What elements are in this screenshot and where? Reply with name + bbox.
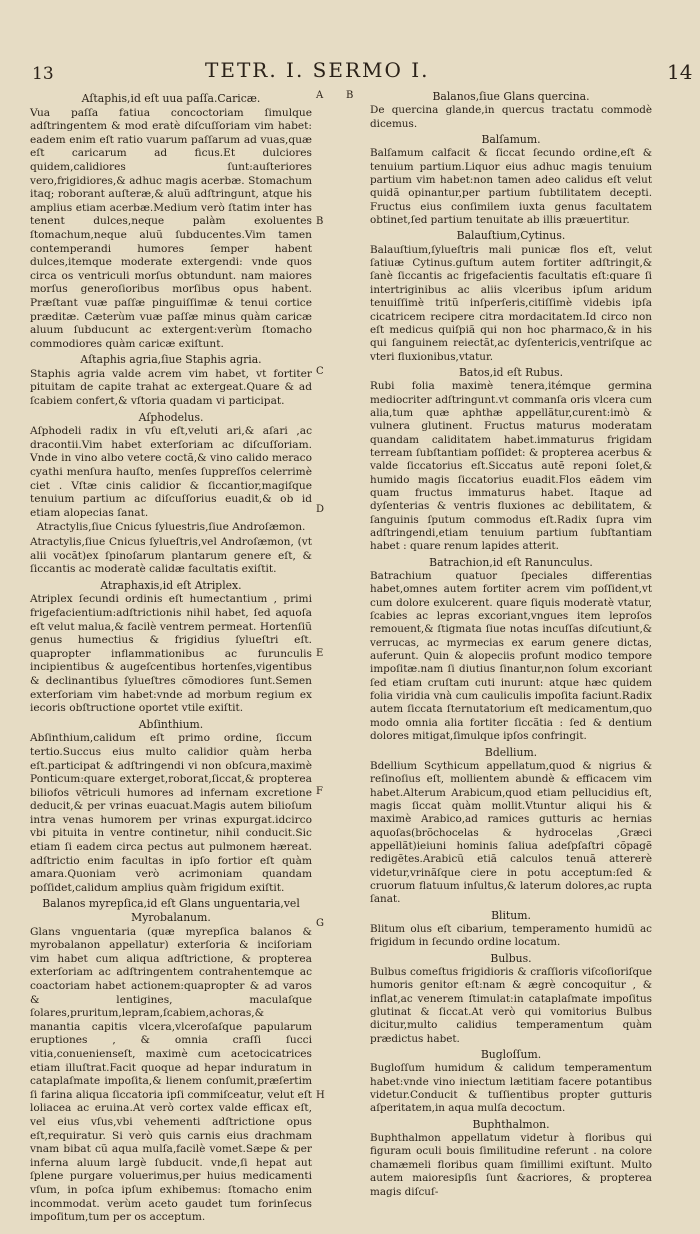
entry-paragraph: Balauſtium,ſylueſtris mali punicæ flos eſt, velut ſatiuæ Cytinus.guſtum autem fortiter adſtringit,& ſanè ſiccantis ac frigefacientis facultatis eſt:quare ſi intertriginibus ac aliis vlceribus ipſum aridum tenuiſſimè tritũ inſperſeris,citiſſimè videbis ipſa cicatricem recipere citra mordacitatem.Id circo non eſt medicus quiſpiã qui non hoc pharmaco,& in his qui ſanguinem reiectãt,ac dyſentericis,ventriſque ac vteri fluxionibus,vtatur. [370, 243, 652, 363]
entry-paragraph: Blitum olus eſt cibarium, temperamento humidũ ac frigidum in ſecundo ordine locatum. [370, 922, 652, 949]
entry-heading: Balanos myrepſica,id eſt Glans unguentaria,vel Myrobalanum. [42, 897, 300, 925]
running-title: TETR. I. SERMO I. [205, 58, 430, 82]
entry-paragraph: Staphis agria valde acrem vim habet, vt fortiter pituitam de capite trahat ac extergeat.Quare & ad ſcabiem confert,& vſtoria quadam vi participat. [30, 367, 312, 408]
entry-paragraph: Buphthalmon appellatum videtur à floribus qui figuram oculi bouis ſimilitudine referunt . na colore chamæmeli floribus quam ſimillimi exiſtunt. Multo autem maioresipſis ſunt &acriores, & propterea magis diſcuſ- [370, 1132, 652, 1198]
entry-paragraph: Rubi folia maximè tenera,itémque germina mediocriter adſtringunt.vt commanſa oris vlcera cum alia,tum quæ aphthæ appellãtur,curent:imò & vulnera glutinent. Fructus maturus moderatam quandam caliditatem habet.immaturus frigidam terream ſubſtantiam poſſidet: & propterea acerbus & valde ſiccatorius eſt.Siccatus autẽ reponi ſolet,& humido magis ſiccatorius euadit.Flos eãdem vim quam fructus immaturus habet. Itaque ad dyſenterias & ventris fluxiones ac debilitatem, & ſanguinis ſputum commodus eſt.Radix ſupra vim adſtringendi,etiam tenuium partium ſubſtantiam habet : quare renum lapides atterit. [370, 380, 652, 553]
entry-paragraph: Vua paſſa fatiua concoctoriam ſimulque adſtringentem & mod eratè diſcuſſoriam vim habet: eadem enim eſt ratio vuarum paſſarum ad vuas,quæ eſt caricarum ad ficus.Et dulciores quidem,calidiores ſunt:auſteriores vero,frigidiores,& adhuc magis acerbæ. Stomachum itaq; roborant auſteræ,& aluũ adſtringunt, atque his amplius etiam acerbæ.Medium verò ſtatim inter has tenent dulces,neque palàm exoluentes ſtomachum,neque aluũ ſubducentes.Vim tamen contemperandi humores ſemper habent dulces,itemque moderate extergendi: vnde quos circa os ventriculi morſus obtundunt. nam maiores morſus generoſioribus morſibus opus habent. Præſtant vuæ paſſæ pinguiſſimæ & tenui cortice præditæ. Cæterùm vuæ paſſæ minus quàm caricæ aluum ſubducunt ac extergent:verùm ſtomacho commodiores quàm caricæ exiſtunt. [30, 106, 312, 350]
entry-heading: Balſamum. [481, 133, 541, 147]
entry-heading: Balanos,ſiue Glans quercina. [432, 90, 590, 103]
entry-paragraph: Atriplex ſecundi ordinis eſt humectantium , primi frigefacientium:adſtrictionis nihil habet, ſed aquoſa eſt velut malua,& facilè ventrem permeat. Hortenſiũ genus humectius & frigidius ſylueſtri eſt. quapropter inflammationibus ac furunculis incipientibus & augeſcentibus hortenſes,vigentibus & declinantibus ſylueſtres cõmodiores ſunt.Semen exterſoriam vim habet:vnde ad morbum regium ex iecoris obſtructione oportet vtile exiſtit. [30, 593, 312, 715]
entry-heading: Balauſtium,Cytinus. [456, 229, 566, 243]
entry-heading: Batrachion,id eſt Ranunculus. [429, 555, 593, 569]
margin-letter-b-top: B [346, 90, 354, 101]
entry-heading: Bulbus. [490, 951, 532, 965]
margin-letter-e: E [316, 648, 324, 659]
margin-letter-a: A [316, 90, 324, 101]
margin-letter-h: H [316, 1090, 325, 1101]
entry-paragraph: Abſinthium,calidum eſt primo ordine, ſiccum tertio.Succus eius multo calidior quàm herba eſt.participat & adſtringendi vi non obſcura,maximè Ponticum:quare exterget,roborat,ſiccat,& propterea biliofos vẽtriculi humores ad infernam excretione deducit,& per vrinas euacuat.Magis autem bilioſum intra venas humorem per vrinas expurgat.idcirco vbi pituita in ventre continetur, nihil conducit.Sic etiam ſi eadem circa pectus aut pulmonem hæreat. adſtrictio enim facultas in ipſo fortior eſt quàm amara.Quoniam verò acrimoniam quandam poſſidet,calidum amplius quàm frigidum exiſtit. [30, 732, 312, 894]
left-column [30, 90, 312, 1226]
entry-paragraph: Atractylis,ſiue Cnicus ſylueſtris,vel Androſæmon, (vt alii vocãt)ex ſpinoſarum plantarum genere eſt, & ſiccantis ac moderatè calidæ facultatis exiſtit. [30, 536, 312, 576]
entry-heading: Atractylis,ſiue Cnicus ſyluestris,ſiue Androſæmon. [36, 521, 306, 534]
entry-paragraph: Balſamum calfacit & ſiccat ſecundo ordine,eſt & tenuium partium.Liquor eius adhuc magis tenuium partium vim habet:non tamen adeo calidus eſt velut quidã opinantur,per partium ſubtilitatem decepti. Fructus eius conſimilem iuxta genus facultatem obtinet,ſed partium tenuitate ab illis præuertitur. [370, 147, 652, 227]
entry-heading: Bdellium. [484, 745, 538, 759]
margin-letter-g: G [316, 918, 324, 929]
entry-heading: Bugloſſum. [480, 1048, 542, 1062]
entry-paragraph: Bugloſſum humidum & calidum temperamentum habet:vnde vino iniectum lætitiam facere potantibus videtur.Conducit & tuſſientibus propter gutturis aſperitatem,in aqua mulſa decoctum. [370, 1062, 652, 1115]
entry-heading: Aſtaphis,id eſt uua paſſa.Caricæ. [81, 92, 261, 105]
page-number-right: 14 [667, 60, 693, 84]
entry-heading: Abſinthium. [138, 717, 204, 731]
entry-heading: Aſtaphis agria,ſiue Staphis agria. [80, 353, 262, 367]
entry-heading: Buphthalmon. [472, 1117, 550, 1131]
entry-heading: Blitum. [491, 908, 531, 922]
margin-letter-f: F [316, 786, 323, 797]
entry-heading: Aſphodelus. [138, 410, 204, 424]
entry-paragraph: Batrachium quatuor ſpeciales differentias habet,omnes autem fortiter acrem vim poſſident,vt cum dolore exulcerent. quare ſiquis moderatè vtatur, ſcabies ac lepras excoriant,vngues item leproſos remouent,& ſtigmata ſiue notas incuſſas diſcutiunt,& verrucas, ac myrmecias ex earum genere dictas, auferunt. Quin & alopeciis profunt modico tempore impoſitæ.nam ſi diutius ſinantur,non ſolum excoriant ſed etiam cruſtam cuti inurunt: atque hæc quidem folia viridia vnà cum cauliculis impoſita faciunt.Radix autem ſiccata ſternutatorium eſt medicamentum,quo modo omnia alia fortiter ſiccãtia : ſed & dentium dolores mitigat,ſimulque ipſos confringit. [370, 570, 652, 743]
entry-paragraph: Bdellium Scythicum appellatum,quod & nigrius & reſinoſius eſt, mollientem abundè & efficacem vim habet.Alterum Arabicum,quod etiam pellucidius eſt, magis ſiccat quàm mollit.Vtuntur aliqui his & maximè Arabico,ad ramices gutturis ac hernias aquoſas(brõchocelas & hydrocelas ,Græci appellãt)ieiuni hominis ſaliua adeſpſaſtri cõpagẽ redigẽtes.Arabicũ etiã calculos tenuã attererè videtur,vrinãſque ciere in potu acceptum:ſed & cruorum flatuum inſultus,& laterum dolores,ac rupta ſanat. [370, 759, 652, 906]
margin-letter-d: D [316, 504, 325, 515]
entry-paragraph: Aſphodeli radix in vſu eſt,veluti ari,& aſari ,ac dracontii.Vim habet exterſoriam ac diſcuſſoriam. Vnde in vino albo vetere coctã,& vino calido meraco cyathi menſura hauſto, menſes ſuppreſſos celerrimè ciet . Vſtæ cinis calidior & ſiccantior,magiſque tenuium partium ac diſcuſſorius euadit,& ob id etiam alopecias ſanat. [30, 425, 312, 519]
entry-heading: Atraphaxis,id eſt Atriplex. [100, 578, 242, 592]
right-column [370, 90, 652, 1200]
page-number-left: 13 [32, 64, 54, 84]
running-header [0, 56, 700, 86]
entry-paragraph: De quercina glande,in quercus tractatu commodè dicemus. [370, 104, 652, 130]
entry-heading: Batos,id eſt Rubus. [458, 365, 564, 379]
margin-letter-b: B [316, 216, 324, 227]
entry-paragraph: Bulbus comeſtus frigidioris & craſſioris viſcoſioriſque humoris genitor eſt:nam & ægrè concoquitur , & inflat,ac venerem ſtimulat:in cataplaſmate impoſitus glutinat & ſiccat.At verò qui vomitorius Bulbus dicitur,multo calidius temperamentum quàm prædictus habet. [370, 966, 652, 1045]
entry-paragraph: Glans vnguentaria (quæ myrepſica balanos & myrobalanon appellatur) exterſoria & inciſoriam vim habet cum aliqua adſtrictione, & propterea exterſoriam ac adſtringentem contrahentemque ac coactoriam habet actionem:quapropter & ad varos & lentigines, maculaſque ſolares,pruritum,lepram,ſcabiem,achoras,& manantia capitis vlcera,vlceroſaſque papularum eruptiones , & omnia craſſi ſucci vitia,conuenienseſt, maximè cum acetocicatrices etiam illuſtrat.Facit quoque ad hepar induratum in cataplaſmate impoſita,& lienem conſumit,præſertim ſi farina aliqua ſiccatoria ipſi commiſceatur, velut eſt loliacea ac eruina.At verò cortex valde efficax eſt, vel eius vſus,vbi vehementi adſtrictione opus eſt,requiratur. Si verò quis carnis eius drachmam vnam bibat cũ aqua mulſa,facilè vomet.Sæpe & per inferna aluum largè ſubducit. vnde,ſi hepat aut ſplene purgare voluerimus,per huius medicamenti vſum, in poſca ipſum exhibemus: ſtomacho enim incommodat. verùm aceto gaudet tum forinſecus impoſitum,tum per os acceptum. [30, 925, 312, 1224]
margin-letter-c: C [316, 366, 324, 377]
